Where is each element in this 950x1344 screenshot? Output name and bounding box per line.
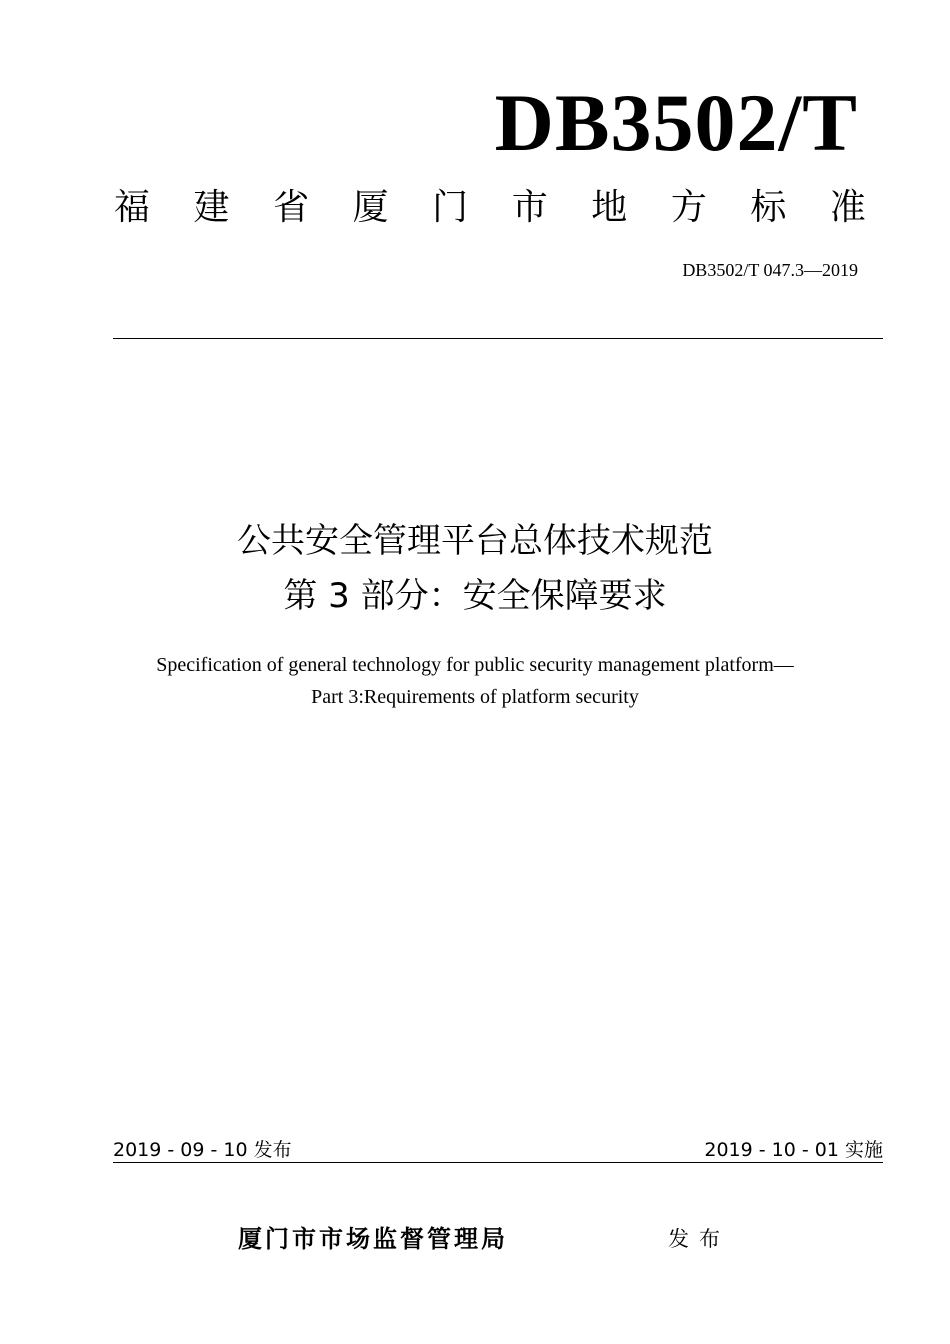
standard-number: DB3502/T 047.3—2019	[682, 260, 858, 280]
standard-type-char: 建	[193, 187, 230, 228]
issue-label: 发布	[668, 1227, 730, 1251]
issuing-authority: 厦门市市场监督管理局	[238, 1225, 508, 1253]
issue-date: 2019 - 09 - 10 发布	[113, 1139, 292, 1161]
standard-type-char: 厦	[352, 187, 389, 228]
standard-type-char: 地	[591, 187, 628, 228]
bottom-divider	[113, 1162, 883, 1163]
top-divider	[113, 338, 883, 339]
implementation-date: 2019 - 10 - 01 实施	[704, 1139, 883, 1161]
standard-code: DB3502/T	[494, 77, 858, 168]
title-chinese-line-1: 公共安全管理平台总体技术规范	[237, 521, 713, 561]
standard-type-char: 门	[432, 187, 469, 228]
standard-type-char: 方	[670, 187, 707, 228]
standard-type-char: 标	[750, 187, 787, 228]
standard-type-char: 准	[829, 187, 866, 228]
standard-type-char: 市	[511, 187, 548, 228]
title-chinese-line-2: 第 3 部分：安全保障要求	[283, 576, 667, 616]
standard-type-char: 省	[273, 187, 310, 228]
standard-type-char: 福	[113, 187, 150, 228]
title-english-line-1: Specification of general technology for public security management platform—	[156, 654, 794, 676]
title-english-line-2: Part 3:Requirements of platform security	[311, 686, 639, 708]
standard-type	[110, 186, 870, 230]
